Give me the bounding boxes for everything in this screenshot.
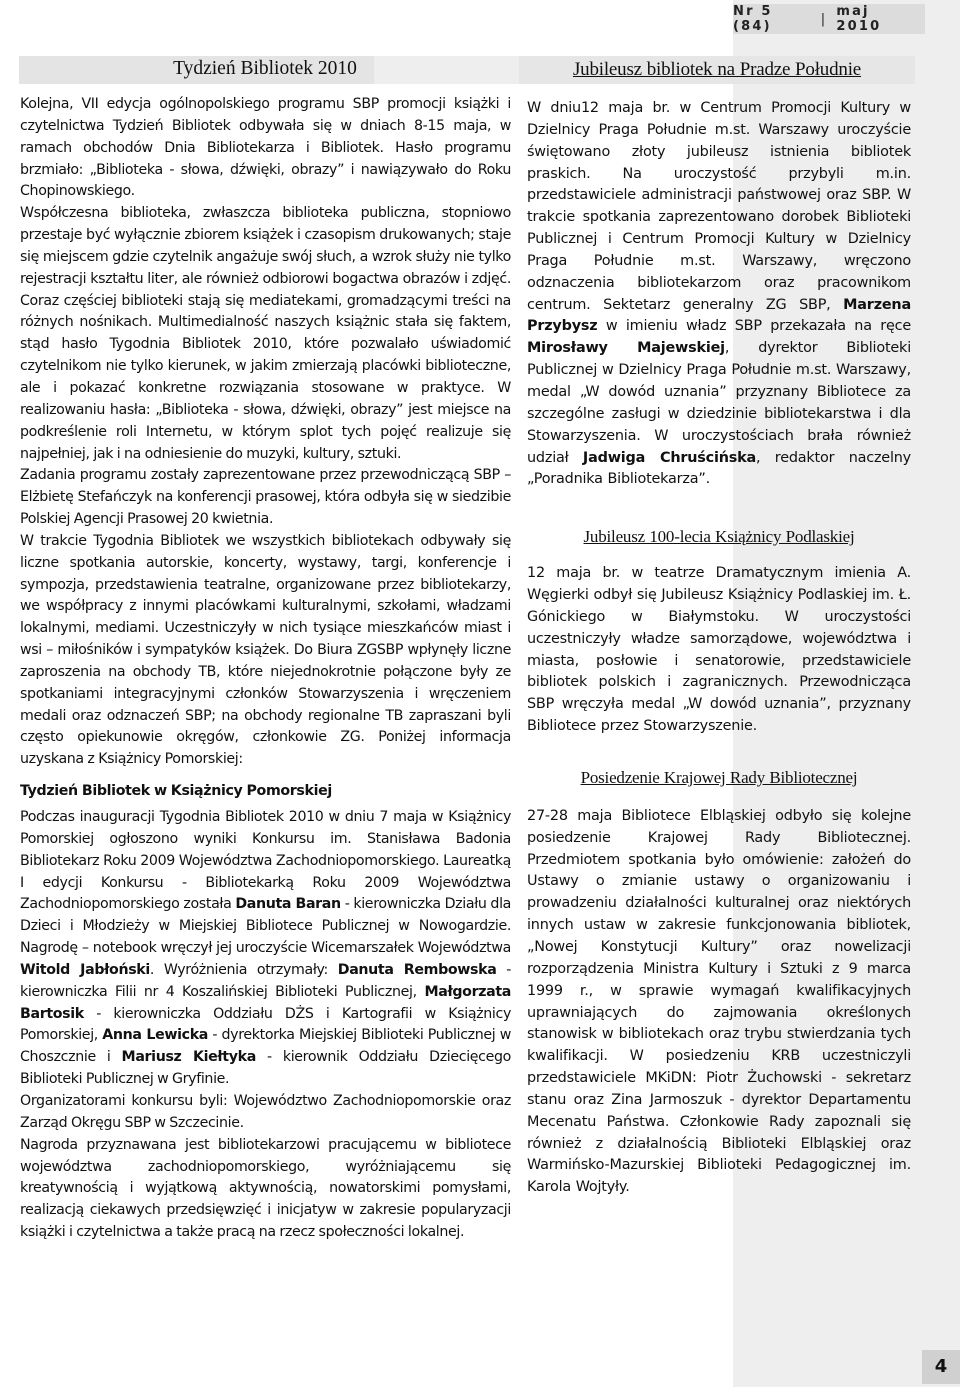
paragraph-5 (20, 807, 511, 1091)
name-bold: Witold Jabłoński (20, 961, 150, 978)
text-run: - kierowniczka Oddziału DŻS i Kartografii w Książnicy Pomorskiej, (20, 1005, 511, 1044)
name-bold: Małgorzata Bartosik (20, 983, 511, 1022)
section-krb-text: 27-28 maja Bibliotece Elbląskiej odbyło się kolejne posiedzenie Krajowej Rady Bibliotecznej. Przedmiotem spotkania było omówienie: założeń do Ustawy o zmianie ustawy o organizowaniu i prowadzeniu działalności kulturalnej oraz niektórych innych ustaw w zakresie funkcjonowania bibliotek, „Nowej Konstytucji Kultury” oraz nowelizacji rozporządzenia Ministra Kultury i Sztuki z 9 marca 1999 r., w sprawie wymagań kwalifikacyjnych uprawniających do zajmowania określonych stanowisk w bibliotekach oraz trybu stwierdzania tych kwalifikacji. W posiedzeniu KRB uczestniczyli przedstawiciele MKiDN: Piotr Żuchowski - sekretarz stanu oraz Zina Jarmoszuk - dyrektor Departamentu Mecenatu Państwa. Członkowie Rady zapoznali się również z działalnością Biblioteki Elbląskiej oraz Warmińsko-Mazurskiej Biblioteki Pedagogicznej im. Karola Wojtyły. (527, 807, 911, 1196)
name-bold: Anna Lewicka (102, 1027, 209, 1044)
text-run: w imieniu władz SBP przekazała na ręce (597, 318, 911, 335)
text-run: Podczas inauguracji Tygodnia Bibliotek 2010 w dniu 7 maja w Książnicy Pomorskiej ogłoszono wyniki Konkursu im. Stanisława Badonia Bibliotekarz Roku 2009 Województwa Zachodniopomorskiego. Laureatką I edycji Konkursu - Bibliotekarką Roku 2009 Województwa Zachodniopomorskiego została (20, 809, 511, 913)
text-run: . Wyróżnienia otrzymały: (149, 961, 338, 978)
page-number: 4 (922, 1350, 960, 1384)
name-bold: Marzena Przybysz (527, 296, 911, 335)
issue-date: maj 2010 (836, 4, 882, 34)
section-praga-text (527, 98, 911, 491)
text-run: - dyrektorka Miejskiej Biblioteki Publicznej w Choszcznie i (20, 1027, 511, 1066)
name-bold: Danuta Rembowska (337, 961, 497, 978)
article-title: Tydzień Bibliotek 2010 (173, 58, 357, 79)
text-run: - kierowniczka Filii nr 4 Koszalińskiej Biblioteki Publicznej, (20, 961, 512, 1000)
name-bold: Jadwiga Chruścińska (582, 449, 757, 466)
name-bold: Mariusz Kiełtyka (121, 1049, 256, 1066)
paragraph-6: Organizatorami konkursu byli: Województwo Zachodniopomorskie oraz Zarząd Okręgu SBP w Szczecinie. (20, 1092, 511, 1131)
section-title-podlaska: Jubileusz 100-lecia Książnicy Podlaskiej (583, 527, 855, 547)
issue-header (733, 4, 925, 34)
section-title-praga: Jubileusz bibliotek na Pradze Południe (519, 56, 915, 84)
text-run: , dyrektor Biblioteki Publicznej w Dzielnicy Praga Południe m.st. Warszawy, medal „W dowód uznania” przyznany Bibliotece za szczególne zasługi w dziedzinie bibliotekarstwa i dla Stowarzyszenia. W uroczystościach brała również udział (527, 340, 911, 466)
paragraph-1: Kolejna, VII edycja ogólnopolskiego programu SBP promocji książki i czytelnictwa Tydzień Bibliotek odbywała się w dniach 8-15 maja, w ramach obchodów Dnia Bibliotekarza i Bibliotek. Hasło programu brzmiało: „Biblioteka - słowa, dźwięki, obrazy” i nawiązywało do Roku Chopinowskiego. (20, 96, 511, 200)
right-column (527, 56, 911, 1199)
left-column (20, 94, 511, 1244)
name-bold: Danuta Baran (235, 896, 341, 913)
subsection-title: Tydzień Bibliotek w Książnicy Pomorskiej (20, 783, 332, 800)
section-title-krb: Posiedzenie Krajowej Rady Bibliotecznej (580, 767, 858, 787)
issue-number: Nr 5 (84) (733, 4, 773, 34)
text-run: , redaktor naczelny „Poradnika Bibliotekarza”. (527, 449, 911, 488)
name-bold: Mirosławy Majewskiej (527, 340, 725, 357)
section-podlaska-text: 12 maja br. w teatrze Dramatycznym imienia A. Węgierki odbył się Jubileusz Książnicy Podlaskiej im. Ł. Gónickiego w Białymstoku. W uroczystości uczestniczyły władze samorządowe, województwa i miasta, posłowie i senatorowie, przedstawiciele bibliotek polskich i zagranicznych. Przewodnicząca SBP wręczyła medal „W dowód uznania”, przyznany Bibliotece przez Stowarzyszenie. (527, 565, 911, 735)
paragraph-4: W trakcie Tygodnia Bibliotek we wszystkich bibliotekach odbywały się liczne spotkania autorskie, koncerty, wystawy, targi, konferencje i sympozja, przedstawienia teatralne, organizowane przez bibliotekarzy, we współpracy z innymi placówkami kulturalnymi, szkołami, władzami lokalnymi, mediami. Uczestniczyły w nich tysiące mieszkańców miast i wsi – miłośników i sympatyków książek. Do Biura ZGSBP wpłynęły liczne zaproszenia na obchody TB, które niejednokrotnie połączone były ze spotkaniami integracyjnymi członków Stowarzyszenia i wręczeniem medali oraz odznaczeń SBP; na obchody regionalne TB zapraszani byli często opiekunowie okręgów, członkowie ZG. Poniżej informacja uzyskana z Książnicy Pomorskiej: (20, 532, 511, 768)
text-run: W dniu12 maja br. w Centrum Promocji Kultury w Dzielnicy Praga Południe m.st. Warszawy uroczyście świętowano złoty jubileusz istnienia bibliotek praskich. Na uroczystość przybyli m.in. przedstawiciele administracji państwowej oraz SBP. W trakcie spotkania zaprezentowano dorobek Biblioteki Publicznej i Centrum Promocji Kultury w Dzielnicy Praga Południe m.st. Warszawy, wręczono odznaczenia bibliotekarzom oraz pracownikom centrum. Sektetarz generalny ZG SBP, (527, 100, 911, 313)
paragraph-7: Nagroda przyznawana jest bibliotekarzowi pracującemu w bibliotece województwa zachodniopomorskiego, wyróżniającemu się kreatywnością i wyjątkową aktywnością, nowatorskimi pomysłami, realizacją ciekawych przedsięwzięć i inicjatyw w zakresie popularyzacji książki i czytelnictwa a także pracą na rzecz społeczności lokalnej. (20, 1136, 511, 1241)
header-separator: | (820, 11, 828, 27)
paragraph-3: Zadania programu zostały zaprezentowane przez przewodniczącą SBP – Elżbietę Stefańczyk na konferencji prasowej, która odbyła się w siedzibie Polskiej Agencji Prasowej 20 kwietnia. (20, 467, 511, 528)
text-run: - kierowniczka Działu dla Dzieci i Młodzieży w Miejskiej Bibliotece Publicznej w Nowogardzie. Nagrodę – notebook wręczył jej uroczyście Wicemarszałek Województwa (20, 896, 511, 957)
text-run: - kierownik Oddziału Dziecięcego Biblioteki Publicznej w Gryfinie. (20, 1049, 511, 1088)
paragraph-2: Współczesna biblioteka, zwłaszcza biblioteka publiczna, stopniowo przestaje być wyłącznie zbiorem książek i czasopism drukowanych; staje się miejscem gdzie czytelnik angażuje swój słuch, a wzrok służy nie tylko rejestracji kształtu liter, ale również odbiorowi bogactwa obrazów i zdjęć. Coraz częściej biblioteki stają się mediatekami, gromadzącymi treści na różnych nośnikach. Multimedialność naszych książnic stała się faktem, stąd hasło Tygodnia Bibliotek 2010, które pozwalało uświadomić czytelnikom nie tylko kierunek, w jakim zmierzają placówki biblioteczne, ale i pokazać konkretne rozwiązania stosowane w praktyce. W realizowaniu hasła: „Biblioteka - słowa, dźwięki, obrazy” jest miejsce na podkreślenie roli Internetu, w którym splot tych pojęć realizuje się najpełniej, jak i na odniesienie do muzyki, kultury, sztuki. (20, 205, 511, 462)
